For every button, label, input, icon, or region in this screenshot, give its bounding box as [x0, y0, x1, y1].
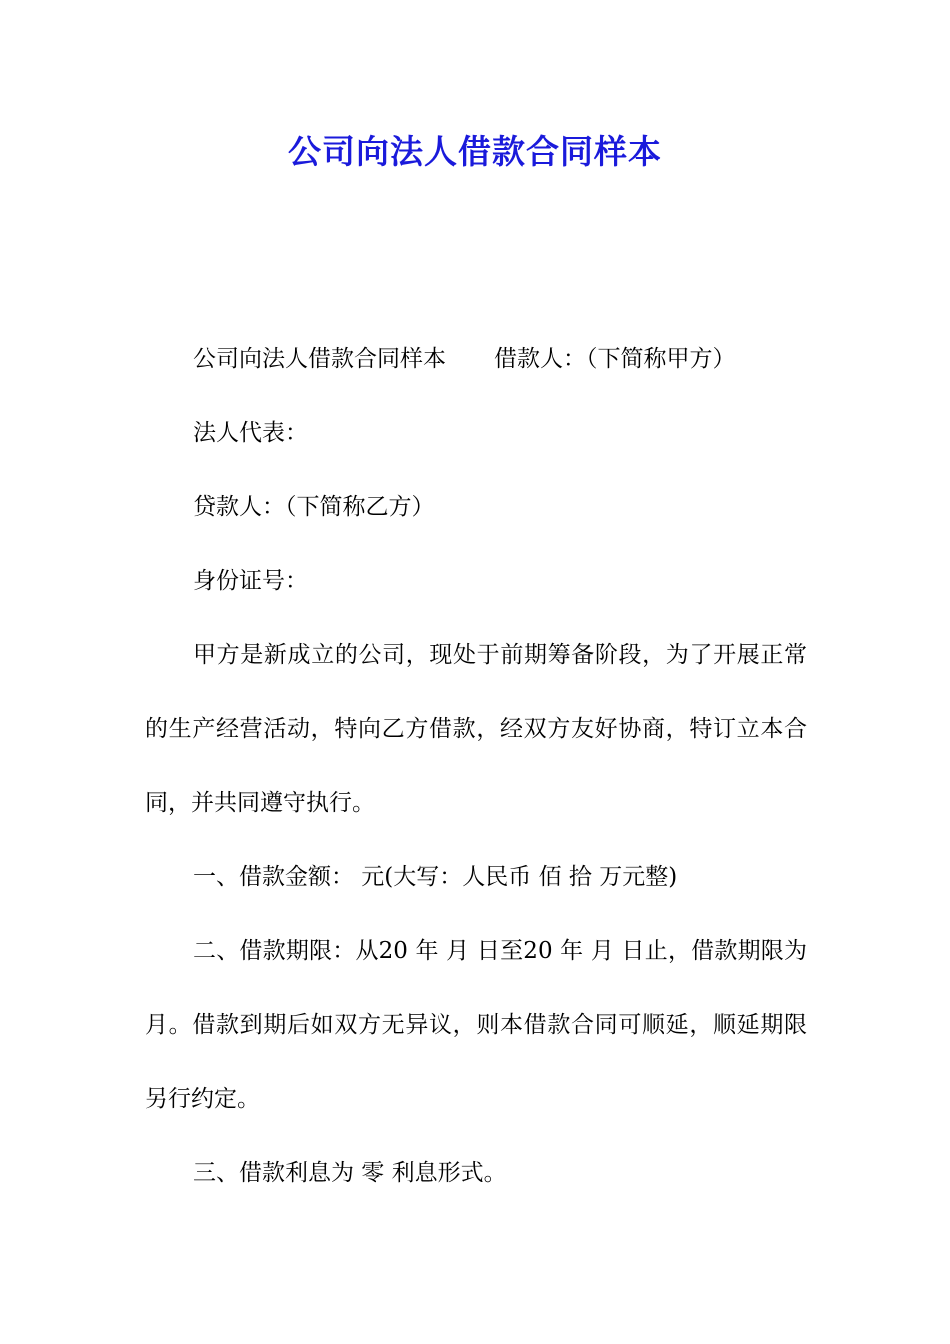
clause-2-term: 二、借款期限：从20 年 月 日至20 年 月 日止，借款期限为 月。借款到期后如双方无异议，则本借款合同可顺延，顺延期限另行约定。 [145, 938, 807, 1112]
document-body [145, 322, 807, 1210]
opening-title: 公司向法人借款合同样本 [193, 346, 446, 372]
clause-3-interest: 三、借款利息为 零 利息形式。 [193, 1160, 507, 1186]
preamble-paragraph: 甲方是新成立的公司，现处于前期筹备阶段，为了开展正常的生产经营活动，特向乙方借款，经双方友好协商，特订立本合同，并共同遵守执行。 [145, 642, 807, 816]
id-number-line: 身份证号： [193, 568, 308, 594]
lender-line: 贷款人：（下简称乙方） [193, 494, 435, 520]
opening-line [145, 322, 807, 396]
clause-1-amount: 一、借款金额： 元(大写：人民币 佰 拾 万元整) [193, 864, 678, 890]
borrower-line: 借款人：（下简称甲方） [494, 346, 736, 372]
document-title: 公司向法人借款合同样本 [288, 132, 662, 171]
legal-representative-line: 法人代表： [193, 420, 308, 446]
